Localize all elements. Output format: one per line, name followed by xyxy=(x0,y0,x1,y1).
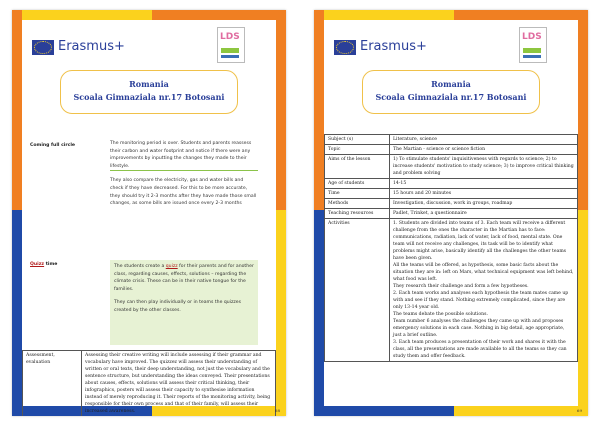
corner-band-right-bottom xyxy=(276,210,286,416)
corner-band-right-top xyxy=(578,10,588,210)
quiz-time-label xyxy=(30,262,57,267)
row-value: 14-15 xyxy=(390,179,578,189)
project-logo xyxy=(217,27,245,63)
assessment-table xyxy=(22,350,276,416)
corner-band-right-top xyxy=(276,10,286,210)
table-row xyxy=(325,219,578,362)
eu-flag-icon xyxy=(32,40,54,55)
assessment-label: Assessment, evaluation xyxy=(23,351,82,417)
title-country: Romania xyxy=(431,79,471,89)
quiz-link[interactable]: quizz xyxy=(165,264,178,269)
row-label: Teaching resources xyxy=(325,209,390,219)
project-logo-text: LDS xyxy=(220,32,240,42)
activity-paragraph: The teams debate the possible solutions. xyxy=(393,312,488,317)
school-title-box xyxy=(362,70,540,114)
quiz-time-box xyxy=(110,260,258,345)
row-value: 1) To stimulate students' inquisitiveness with regards to science; 2) to increase students' motivation to study science; 3) to improve critical thinking and problem solving xyxy=(390,155,578,179)
quiz-time-label-word: Quizz xyxy=(30,262,45,267)
table-row xyxy=(23,351,276,417)
erasmus-logo-text: Erasmus+ xyxy=(360,39,427,54)
corner-band-top-left xyxy=(12,10,152,20)
corner-band-left-top xyxy=(314,10,324,210)
table-row xyxy=(325,209,578,219)
table-row xyxy=(325,179,578,189)
table-row xyxy=(325,155,578,179)
quiz-time-p1-post: for their parents and for another class, regarding causes, effects, solutions – regarding the climate crisis. These can be in their native tongue for the families. xyxy=(114,264,254,292)
quiz-time-p2: They can then play individually or in teams the quizzes created by the other classes. xyxy=(114,300,242,313)
row-label: Methods xyxy=(325,199,390,209)
assessment-text: Assessing their creative writing will include assessing if their grammar and vocabulary have improved. The quizzez will assess their understanding of written or oral texts, their deep understanding, not just the vocabulary and the sentence structure, but understanding the ideas conveyed. Their presentations about causes, effects, solutions will assess their critical thinking, their infographics, posters will assess their capacity to synthesise information instead of merely reproducing it. Their reports of the monitoring activity, being responsible for their own process and that of their family, will assess their increased awareness. xyxy=(82,351,276,417)
page-number: 68 xyxy=(274,408,280,413)
activity-paragraph: All the teams will be offered, as hypothesis, some basic facts about the situation they are in: left on Mars, what technical equipment was left behind, what food was left. xyxy=(393,263,574,282)
coming-full-circle-label: Coming full circle xyxy=(30,143,76,148)
corner-band-bottom-right xyxy=(454,406,588,416)
title-country: Romania xyxy=(129,79,169,89)
quiz-time-p1-pre: The students create a xyxy=(114,264,166,269)
activity-paragraph: 3. Each team produces a presentation of their work and shares it with the class, all the presentations are made available to all the teams so they can study them and offer feedback. xyxy=(393,340,567,359)
activity-paragraph: 1. Students are divided into teams of 3. Each team will receive a different challenge from the ones the character in the Martian has to face: communications, radiation, lack of water, lack of food, mental state. One team will not receive any challenges, its task will be to identify what problems might arise, basically identify all the challenges the other teams have been given. xyxy=(393,221,567,261)
table-row xyxy=(325,199,578,209)
project-logo xyxy=(519,27,547,63)
activity-paragraph: Team number 6 analyses the challenges they came up with and proposes emergency solutions in each case. Nothing in big detail, age appropriate, just a brief outline. xyxy=(393,319,565,338)
page-number: 69 xyxy=(576,408,582,413)
activity-paragraph: 2. Each team works and analyses each hypothesis the team mates came up with and see if they stand. Nothing extremely complicated, since they are only 13-14 year old. xyxy=(393,291,569,310)
title-school: Scoala Gimnaziala nr.17 Botosani xyxy=(73,92,225,102)
title-school: Scoala Gimnaziala nr.17 Botosani xyxy=(375,92,527,102)
erasmus-logo-text: Erasmus+ xyxy=(58,39,125,54)
corner-band-left-bottom xyxy=(12,210,22,416)
corner-band-bottom-left xyxy=(314,406,454,416)
coming-full-circle-p2: They also compare the electricity, gas and water bills and check if they have decreased. For this to be more accurate, they should try it 2-3 months after they have made those small changes, as some bills are issued once every 2-3 months xyxy=(110,178,257,207)
eu-flag-icon xyxy=(334,40,356,55)
row-value: Literature, science xyxy=(390,135,578,145)
row-value: The Martian - science or science fiction xyxy=(390,145,578,155)
corner-band-top-left xyxy=(314,10,454,20)
row-label: Topic xyxy=(325,145,390,155)
activity-paragraph: They research their challenge and form a few hypotheses. xyxy=(393,284,529,289)
activities-label: Activities xyxy=(325,219,390,362)
row-value: Padlet, Trinket, a questionnaire xyxy=(390,209,578,219)
school-title-box xyxy=(60,70,238,114)
coming-full-circle-text xyxy=(110,140,258,214)
row-value: 15 hours and 20 minutes xyxy=(390,189,578,199)
project-logo-text: LDS xyxy=(522,32,542,42)
table-row xyxy=(325,189,578,199)
corner-band-left-top xyxy=(12,10,22,210)
corner-band-top-right xyxy=(152,10,286,20)
row-value: Investigation, discussion, work in groups, roadmap xyxy=(390,199,578,209)
coming-full-circle-p1: The monitoring period is over. Students and parents reassess their carbon and water footprint and notice if there were any improvements by inputting the changes they made to their lifestyle. xyxy=(110,140,258,171)
row-label: Aims of the lesson xyxy=(325,155,390,179)
quiz-time-label-rest: time xyxy=(44,262,58,267)
row-label: Time xyxy=(325,189,390,199)
corner-band-left-bottom xyxy=(314,210,324,416)
table-row xyxy=(325,135,578,145)
corner-band-top-right xyxy=(454,10,588,20)
page-left xyxy=(12,10,286,416)
lesson-info-table xyxy=(324,134,578,362)
activities-text xyxy=(390,219,578,362)
table-row xyxy=(325,145,578,155)
quiz-time-p1 xyxy=(114,263,254,293)
page-right xyxy=(314,10,588,416)
row-label: Subject (s) xyxy=(325,135,390,145)
row-label: Age of students xyxy=(325,179,390,189)
corner-band-right-bottom xyxy=(578,210,588,416)
